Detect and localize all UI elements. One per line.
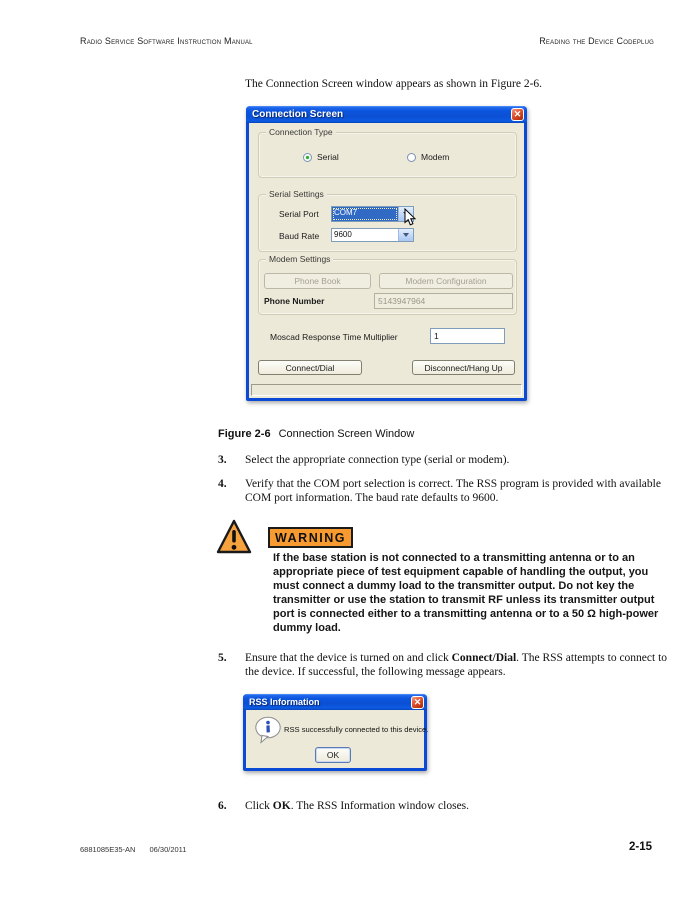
connection-screen-body (249, 123, 524, 398)
step-text-pre: Ensure that the device is turned on and click (245, 652, 452, 664)
step-text (245, 800, 673, 814)
baud-rate-select[interactable] (331, 228, 414, 242)
info-balloon-icon (254, 716, 282, 744)
serial-port-value: COM7 (332, 207, 398, 221)
page-header (80, 36, 654, 46)
step-3 (218, 454, 673, 468)
serial-settings-group (258, 189, 517, 252)
intro-paragraph: The Connection Screen window appears as shown in Figure 2-6. (245, 78, 543, 90)
step-6 (218, 800, 673, 814)
header-right: Reading the Device Codeplug (539, 36, 654, 46)
warning-triangle-icon (216, 518, 252, 556)
baud-rate-value: 9600 (334, 230, 352, 239)
footer-doc-info (80, 845, 200, 854)
step-number: 6. (218, 800, 227, 812)
figure-caption (218, 428, 414, 440)
moscad-label: Moscad Response Time Multiplier (270, 332, 398, 342)
connection-type-label: Connection Type (266, 127, 336, 137)
step-text: Select the appropriate connection type (serial or modem). (245, 454, 510, 466)
phone-number-field: 5143947964 (374, 293, 513, 309)
figure-caption-label: Figure 2-6 (218, 428, 271, 440)
step-text (245, 652, 673, 680)
step-number: 4. (218, 478, 227, 490)
footer-doc-number: 6881085E35-AN (80, 845, 136, 854)
serial-port-select[interactable] (331, 206, 414, 222)
window-title: RSS Information (249, 697, 320, 707)
serial-settings-label: Serial Settings (266, 189, 327, 199)
status-bar (251, 384, 522, 396)
serial-radio-label: Serial (317, 152, 339, 162)
step-text-pre: Click (245, 800, 273, 812)
step-text-bold: OK (272, 800, 291, 812)
serial-port-label: Serial Port (279, 209, 319, 219)
moscad-field[interactable]: 1 (430, 328, 505, 344)
modem-configuration-label: Modem Configuration (405, 276, 487, 286)
window-title: Connection Screen (252, 109, 344, 120)
connect-dial-button[interactable] (258, 360, 362, 375)
rss-body (246, 710, 429, 768)
step-text: Verify that the COM port selection is correct. The RSS program is provided with available COM port information. The baud rate defaults to 9600. (245, 478, 661, 504)
connection-type-group (258, 127, 517, 178)
footer-page-number: 2-15 (628, 841, 652, 853)
footer-date: 06/30/2011 (149, 845, 187, 854)
connect-dial-label: Connect/Dial (285, 362, 335, 373)
close-icon[interactable]: ✕ (411, 696, 424, 709)
mouse-cursor-icon (404, 208, 417, 228)
rss-information-window (243, 694, 427, 771)
phone-book-label: Phone Book (294, 276, 341, 286)
serial-radio[interactable] (303, 152, 339, 162)
rss-message: RSS successfully connected to this device. (284, 725, 429, 734)
step-text-post: . The RSS attempts to connect to the device. If successful, the following message appears. (245, 652, 668, 678)
radio-selected-icon (303, 153, 312, 162)
step-number: 3. (218, 454, 227, 466)
step-text-bold: Connect/Dial (451, 652, 517, 664)
connection-screen-titlebar[interactable] (246, 106, 527, 123)
warning-text: If the base station is not connected to a transmitting antenna or to an appropriate piece of test equipment capable of handling the output, you must connect a dummy load to the transmitter output. Do not key the transmitter or use the station to transmit RF unless its transmitter output port is connected either to a transmitting antenna or to a 50 Ω high-power dummy load. (273, 552, 659, 634)
step-number: 5. (218, 652, 227, 664)
disconnect-hangup-label: Disconnect/Hang Up (424, 362, 503, 373)
connection-screen-window (246, 106, 527, 401)
modem-radio-label: Modem (421, 152, 450, 162)
step-5 (218, 652, 673, 680)
modem-settings-group (258, 254, 517, 315)
step-text-post: . The RSS Information window closes. (290, 800, 470, 812)
ok-label: OK (326, 750, 340, 760)
step-4 (218, 478, 673, 506)
warning-badge: WARNING (268, 527, 353, 548)
disconnect-hangup-button[interactable] (412, 360, 515, 375)
phone-book-button (264, 273, 371, 289)
close-icon[interactable]: ✕ (511, 108, 524, 121)
chevron-down-icon[interactable] (398, 229, 413, 241)
modem-radio[interactable] (407, 152, 449, 162)
modem-settings-label: Modem Settings (266, 254, 333, 264)
header-left: Radio Service Software Instruction Manual (80, 36, 253, 46)
radio-unselected-icon (407, 153, 416, 162)
modem-configuration-button (379, 273, 513, 289)
figure-caption-title: Connection Screen Window (278, 428, 415, 440)
ok-button[interactable] (315, 747, 351, 763)
rss-titlebar[interactable] (243, 694, 427, 710)
phone-number-label: Phone Number (264, 296, 325, 306)
baud-rate-label: Baud Rate (279, 231, 320, 241)
